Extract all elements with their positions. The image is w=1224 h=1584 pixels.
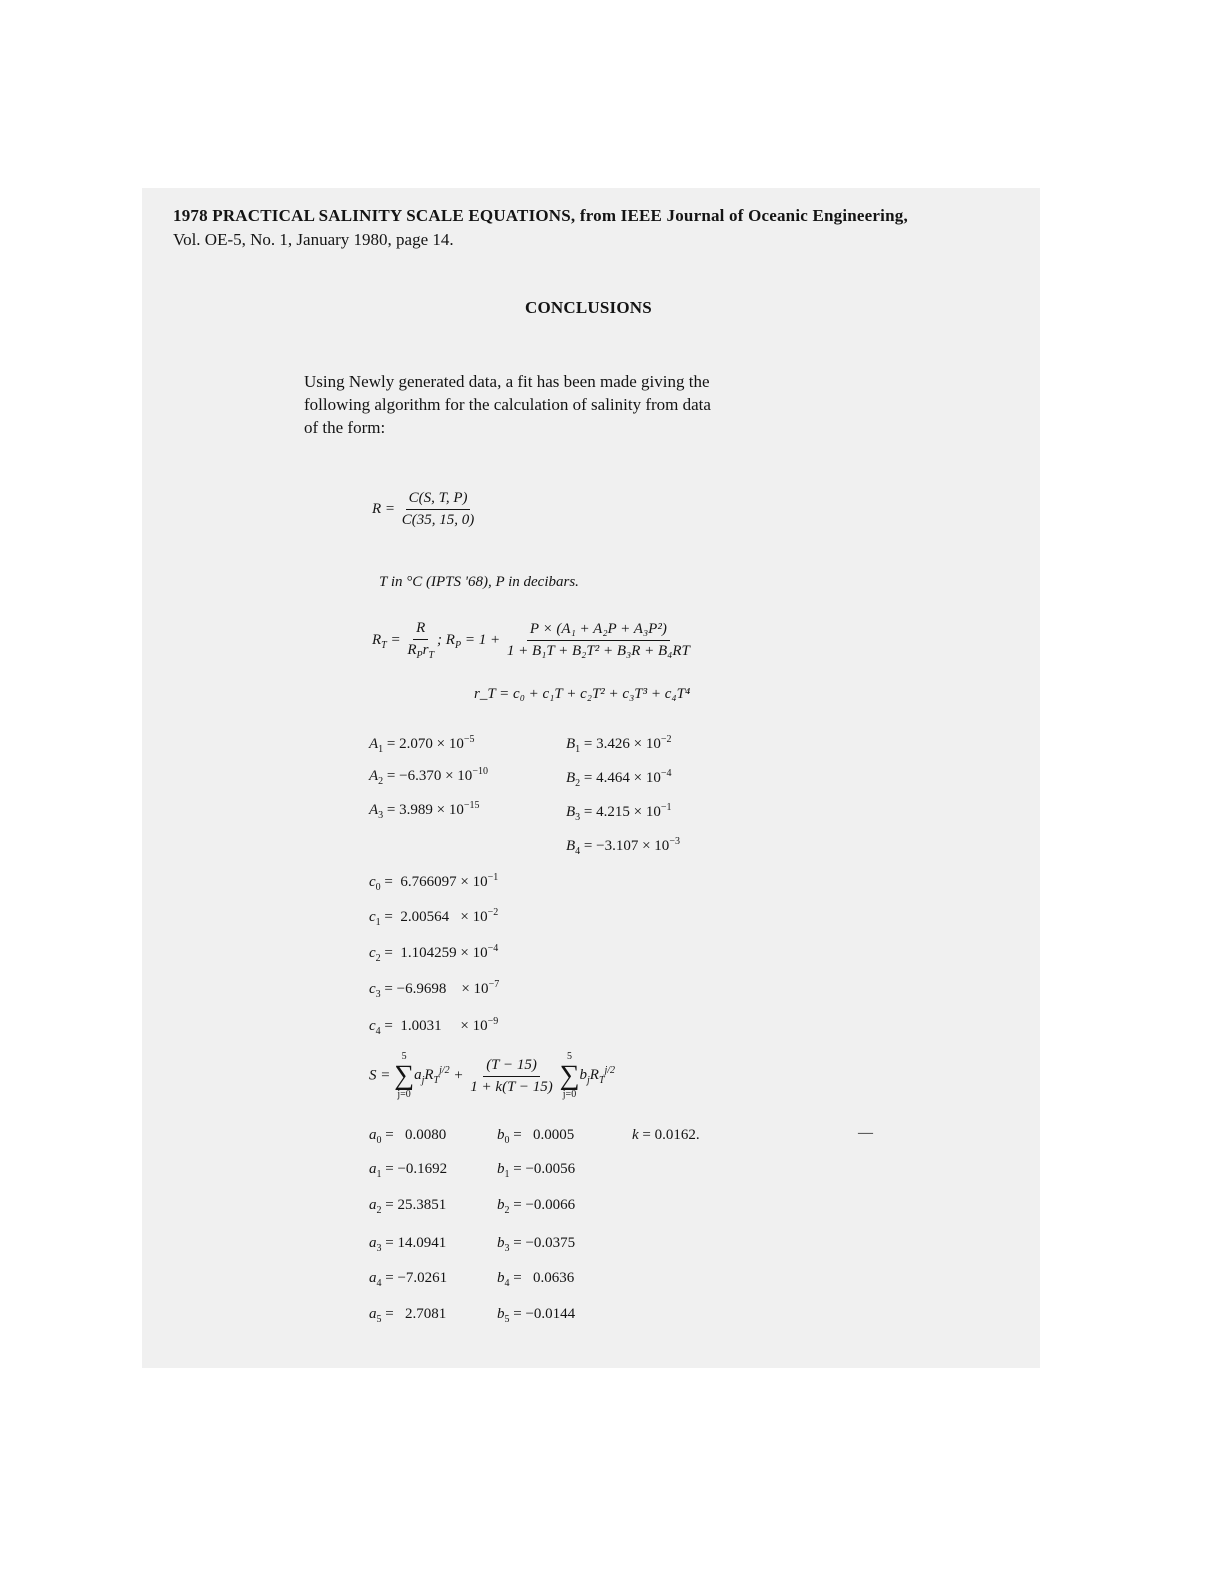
equation-RP-lhs-sub: P [454, 639, 462, 651]
coef-b0-symbol: b [497, 1127, 505, 1143]
coef-A3-symbol: A [369, 802, 379, 818]
equation-S [369, 1052, 615, 1100]
equation-R-numerator: C(S, T, P) [406, 490, 471, 510]
coef-c3-sub: 3 [375, 989, 381, 1000]
coef-B3-sub: 3 [575, 812, 581, 823]
equation-S-frac-numerator: (T − 15) [483, 1057, 540, 1077]
equation-R-fraction [399, 490, 478, 529]
term2-R-sub: T [598, 1075, 605, 1087]
equation-S-frac-denominator: 1 + k(T − 15) [470, 1078, 553, 1095]
coef-a5-value: = 2.7081 [381, 1306, 447, 1322]
coef-c1 [369, 907, 498, 928]
header-line-1: 1978 PRACTICAL SALINITY SCALE EQUATIONS, from IEEE Journal of Oceanic Engineering, [173, 206, 908, 225]
equation-R [372, 490, 477, 529]
term1-R: R [424, 1067, 434, 1084]
coef-A1-exp: −5 [463, 734, 475, 745]
equation-RT-equals: = [386, 631, 401, 648]
coef-B1 [566, 734, 671, 755]
coef-b3-sub: 3 [504, 1243, 510, 1254]
sigma-1 [394, 1052, 414, 1100]
coef-c3-exp: −7 [488, 979, 500, 990]
coef-b4-symbol: b [497, 1270, 505, 1286]
coef-b4-sub: 4 [504, 1278, 510, 1289]
coef-c4 [369, 1016, 498, 1037]
coef-A2 [369, 766, 488, 787]
coef-k [632, 1127, 700, 1144]
coef-a2 [369, 1197, 446, 1216]
term1-exp: j/2 [439, 1065, 450, 1077]
coef-b5-symbol: b [497, 1306, 505, 1322]
coef-A2-value: = −6.370 × 10 [383, 768, 473, 784]
equation-RT [372, 620, 693, 661]
equation-RT-f1-denominator [404, 640, 437, 661]
equation-RT-lhs-sub: T [381, 639, 387, 651]
coef-a3 [369, 1235, 446, 1254]
coef-B2-exp: −4 [660, 768, 672, 779]
coef-a0-sub: 0 [376, 1135, 382, 1146]
coef-b2-value: = −0.0066 [509, 1197, 576, 1213]
coef-b1-sub: 1 [504, 1169, 510, 1180]
coef-c1-symbol: c [369, 909, 376, 925]
equation-RT-lhs [372, 631, 401, 651]
coef-B2-value: = 4.464 × 10 [580, 770, 661, 786]
coef-a5 [369, 1306, 446, 1325]
coef-A2-exp: −10 [472, 766, 488, 777]
coef-a0-value: = 0.0080 [381, 1127, 447, 1143]
coef-a1 [369, 1161, 447, 1180]
term1-a-sub: j [421, 1075, 425, 1087]
term2-exp: j/2 [604, 1065, 616, 1077]
sigma-1-symbol: ∑ [394, 1060, 415, 1091]
equation-rT: r_T = c₀ + c₁T + c₂T² + c₃T³ + c₄T⁴ [474, 686, 691, 702]
term2-b: b [579, 1067, 587, 1084]
coef-B3-value: = 4.215 × 10 [580, 804, 661, 820]
coef-A2-symbol: A [369, 768, 379, 784]
coef-c0 [369, 872, 498, 893]
coef-B4 [566, 836, 680, 857]
equation-RT-f2-numerator: P × (A₁ + A₂P + A₃P²) [527, 621, 670, 641]
coef-c2-value: = 1.104259 × 10 [380, 945, 488, 961]
coef-c0-value: = 6.766097 × 10 [380, 874, 488, 890]
coef-A1-value: = 2.070 × 10 [383, 736, 464, 752]
coef-B4-exp: −3 [669, 836, 680, 847]
coef-A2-sub: 2 [378, 776, 384, 787]
equation-S-term-2 [579, 1065, 616, 1087]
coef-a5-symbol: a [369, 1306, 377, 1322]
coef-B4-symbol: B [566, 838, 576, 854]
coef-b5-value: = −0.0144 [509, 1306, 576, 1322]
f1-den-r: r [422, 642, 429, 658]
coef-B1-exp: −2 [660, 734, 672, 745]
coef-a0-symbol: a [369, 1127, 377, 1143]
coef-c1-exp: −2 [487, 907, 499, 918]
coef-b4-value: = 0.0636 [509, 1270, 575, 1286]
coef-b0 [497, 1127, 574, 1146]
coef-k-value: = 0.0162. [638, 1127, 700, 1143]
coef-b2 [497, 1197, 575, 1216]
coef-a4-value: = −7.0261 [381, 1270, 448, 1286]
coef-a3-symbol: a [369, 1235, 377, 1251]
coef-c1-sub: 1 [375, 917, 381, 928]
coef-c3-value: = −6.9698 × 10 [380, 981, 489, 997]
coef-c0-sub: 0 [375, 882, 381, 893]
coef-c3 [369, 979, 499, 1000]
f1-den-sub-T: T [428, 650, 435, 661]
coef-c2-symbol: c [369, 945, 376, 961]
sigma-2 [560, 1052, 580, 1100]
header-line-2: Vol. OE-5, No. 1, January 1980, page 14. [173, 230, 454, 249]
coef-b1 [497, 1161, 575, 1180]
coef-c4-sub: 4 [375, 1026, 381, 1037]
coef-b3 [497, 1235, 575, 1254]
coef-B3-symbol: B [566, 804, 576, 820]
coef-c2-exp: −4 [487, 943, 499, 954]
equation-RT-fraction-1 [404, 620, 437, 661]
intro-line-1: Using Newly generated data, a fit has been made giving the [304, 372, 710, 391]
stray-dash: — [858, 1125, 873, 1141]
equation-S-term-1 [414, 1065, 450, 1087]
equation-S-lhs: S = [369, 1067, 391, 1084]
coef-b3-symbol: b [497, 1235, 505, 1251]
coef-b5 [497, 1306, 575, 1325]
sigma-2-upper: 5 [567, 1051, 572, 1062]
coef-B2-sub: 2 [575, 778, 581, 789]
f1-den-R: R [407, 642, 417, 658]
coef-B2-symbol: B [566, 770, 576, 786]
coef-c4-symbol: c [369, 1018, 376, 1034]
coef-a4-sub: 4 [376, 1278, 382, 1289]
units-line: T in °C (IPTS '68), P in decibars. [379, 574, 579, 590]
coef-a1-value: = −0.1692 [381, 1161, 448, 1177]
sigma-2-lower: j=0 [562, 1089, 577, 1100]
equation-RT-lhs-symbol: R [372, 631, 382, 648]
equation-RT-f1-numerator: R [413, 620, 428, 640]
coef-A3-value: = 3.989 × 10 [383, 802, 464, 818]
coef-B4-sub: 4 [575, 846, 581, 857]
coef-c4-exp: −9 [487, 1016, 499, 1027]
intro-paragraph [304, 370, 711, 439]
coef-B1-sub: 1 [575, 744, 581, 755]
coef-c1-value: = 2.00564 × 10 [380, 909, 488, 925]
coef-b1-value: = −0.0056 [509, 1161, 576, 1177]
coef-B2 [566, 768, 671, 789]
coef-a0 [369, 1127, 446, 1146]
coef-B1-value: = 3.426 × 10 [580, 736, 661, 752]
coef-c2-sub: 2 [375, 953, 381, 964]
coef-b2-sub: 2 [504, 1205, 510, 1216]
coef-A1 [369, 734, 474, 755]
equation-RT-fraction-2 [504, 621, 693, 660]
coef-A3-exp: −15 [463, 800, 480, 811]
coef-b5-sub: 5 [504, 1314, 510, 1325]
coef-a4 [369, 1270, 447, 1289]
equation-S-fraction [467, 1057, 555, 1096]
coef-a5-sub: 5 [376, 1314, 382, 1325]
coef-A1-symbol: A [369, 736, 379, 752]
coef-c0-exp: −1 [487, 872, 499, 883]
coef-b1-symbol: b [497, 1161, 505, 1177]
coef-a4-symbol: a [369, 1270, 377, 1286]
coef-a3-sub: 3 [376, 1243, 382, 1254]
equation-S-plus: + [453, 1067, 464, 1084]
coef-c4-value: = 1.0031 × 10 [380, 1018, 488, 1034]
intro-line-2: following algorithm for the calculation of salinity from data [304, 395, 711, 414]
term2-R: R [589, 1067, 599, 1084]
term2-b-sub: j [586, 1075, 590, 1087]
coef-B3 [566, 802, 671, 823]
term1-a: a [414, 1067, 422, 1084]
coef-a1-sub: 1 [376, 1169, 382, 1180]
coef-c0-symbol: c [369, 874, 376, 890]
equation-RT-f2-denominator: 1 + B₁T + B₂T² + B₃R + B₄RT [506, 643, 690, 659]
coef-B4-value: = −3.107 × 10 [580, 838, 670, 854]
section-title: CONCLUSIONS [525, 298, 652, 317]
coef-c3-symbol: c [369, 981, 376, 997]
equation-RP-lhs: ; R [437, 631, 455, 648]
coef-a2-sub: 2 [376, 1205, 382, 1216]
coef-b0-value: = 0.0005 [509, 1127, 575, 1143]
coef-B3-exp: −1 [660, 802, 672, 813]
intro-line-3: of the form: [304, 418, 386, 437]
equation-RP-rest: = 1 + [461, 631, 501, 648]
equation-R-denominator: C(35, 15, 0) [401, 512, 475, 528]
sigma-2-symbol: ∑ [559, 1060, 580, 1091]
coef-b3-value: = −0.0375 [509, 1235, 576, 1251]
equation-R-lhs: R = [372, 500, 396, 517]
coef-a2-symbol: a [369, 1197, 377, 1213]
coef-b2-symbol: b [497, 1197, 505, 1213]
coef-a1-symbol: a [369, 1161, 377, 1177]
coef-k-symbol: k [632, 1127, 639, 1143]
coef-a2-value: = 25.3851 [381, 1197, 447, 1213]
coef-a3-value: = 14.0941 [381, 1235, 447, 1251]
coef-c2 [369, 943, 498, 964]
coef-A3 [369, 800, 479, 821]
coef-A1-sub: 1 [378, 744, 384, 755]
coef-B1-symbol: B [566, 736, 576, 752]
sigma-1-upper: 5 [401, 1051, 407, 1062]
term1-R-sub: T [433, 1075, 440, 1087]
coef-A3-sub: 3 [378, 810, 384, 821]
sigma-1-lower: j=0 [397, 1089, 411, 1100]
coef-b0-sub: 0 [504, 1135, 510, 1146]
coef-b4 [497, 1270, 574, 1289]
f1-den-sub-P: P [416, 650, 423, 661]
